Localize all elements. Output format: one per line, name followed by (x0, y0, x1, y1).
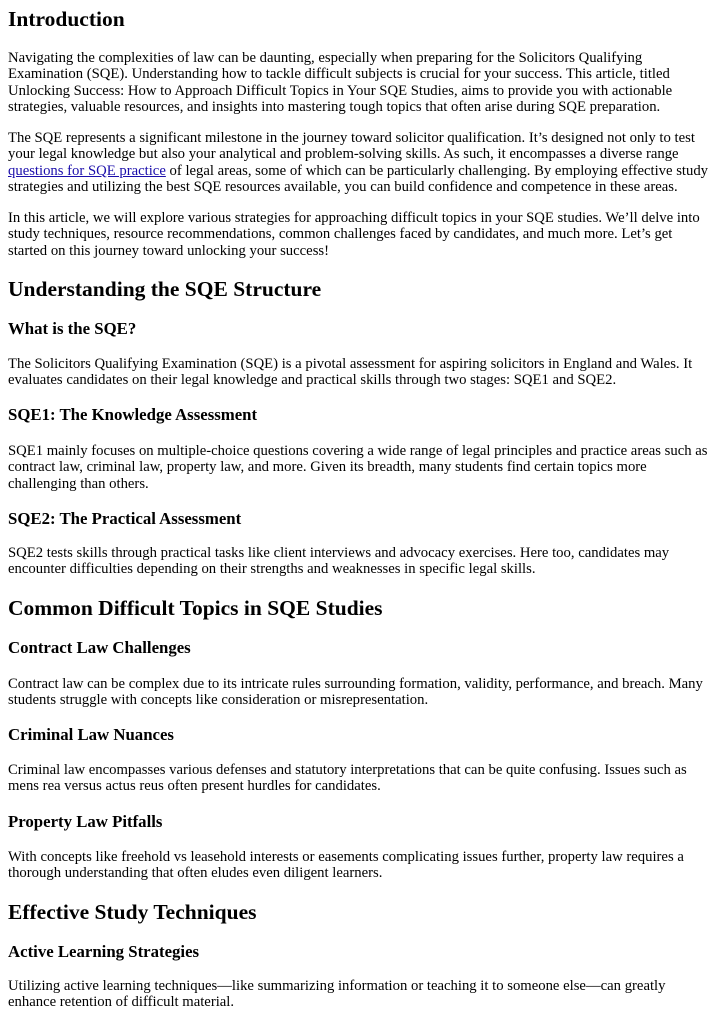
intro-paragraph-3: In this article, we will explore various strategies for approaching difficult topics in your SQE studies. We’ll delve into study techniques, resource recommendations, common challenges faced by candidates, and much more. Let’s get started on this journey toward unlocking your success! (8, 210, 700, 259)
what-is-sqe-paragraph: The Solicitors Qualifying Examination (SQE) is a pivotal assessment for aspiring solicitors in England and Wales. It evaluates candidates on their legal knowledge and practical skills through two stages: SQE1 and SQE2. (8, 356, 693, 389)
sqe2-paragraph: SQE2 tests skills through practical tasks like client interviews and advocacy exercises. Here too, candidates may encounter difficulties depending on their strengths and weaknesses in specific legal skills. (8, 545, 670, 578)
property-law-paragraph: With concepts like freehold vs leasehold interests or easements complicating issues further, property law requires a thorough understanding that often eludes even diligent learners. (8, 849, 684, 882)
what-is-sqe-heading: What is the SQE? (8, 319, 137, 338)
contract-law-paragraph: Contract law can be complex due to its intricate rules surrounding formation, validity, performance, and breach. Many students struggle with concepts like consideration or misrepresentation. (8, 676, 703, 709)
sqe-structure-heading: Understanding the SQE Structure (8, 277, 322, 301)
criminal-law-paragraph: Criminal law encompasses various defenses and statutory interpretations that can be quite confusing. Issues such as mens rea versus actus reus often present hurdles for candidates. (8, 762, 687, 795)
intro-paragraph-2-text-start: The SQE represents a significant milestone in the journey toward solicitor qualification. It’s designed not only to test your legal knowledge but also your analytical and problem-solving skills. As such, it encompasses a diverse range (8, 130, 695, 163)
sqe2-heading: SQE2: The Practical Assessment (8, 509, 242, 528)
intro-paragraph-2 (8, 130, 714, 196)
property-law-heading: Property Law Pitfalls (8, 812, 163, 831)
introduction-heading: Introduction (8, 7, 125, 31)
intro-paragraph-1: Navigating the complexities of law can be daunting, especially when preparing for the Solicitors Qualifying Examination (SQE). Understanding how to tackle difficult subjects is crucial for your success. This article, titled Unlocking Success: How to Approach Difficult Topics in Your SQE Studies, aims to provide you with actionable strategies, valuable resources, and insights into mastering tough topics that often arise during SQE preparation. (8, 50, 673, 116)
active-learning-heading: Active Learning Strategies (8, 942, 200, 961)
intro-paragraph-2-text-end: of legal areas, some of which can be particularly challenging. By employing effective study strategies and utilizing the best SQE resources available, you can build confidence and competence in these areas. (8, 162, 709, 196)
study-techniques-heading: Effective Study Techniques (8, 900, 257, 924)
active-learning-paragraph: Utilizing active learning techniques—like summarizing information or teaching it to someone else—can greatly enhance retention of difficult material. (8, 978, 666, 1011)
sqe1-paragraph: SQE1 mainly focuses on multiple-choice questions covering a wide range of legal principles and practice areas such as contract law, criminal law, property law, and more. Given its breadth, many students find certain topics more challenging than others. (8, 443, 708, 492)
sqe1-heading: SQE1: The Knowledge Assessment (8, 405, 258, 424)
questions-for-sqe-practice-link[interactable]: questions for SQE practice (8, 162, 166, 179)
contract-law-heading: Contract Law Challenges (8, 638, 191, 657)
difficult-topics-heading: Common Difficult Topics in SQE Studies (8, 596, 383, 620)
criminal-law-heading: Criminal Law Nuances (8, 725, 174, 744)
